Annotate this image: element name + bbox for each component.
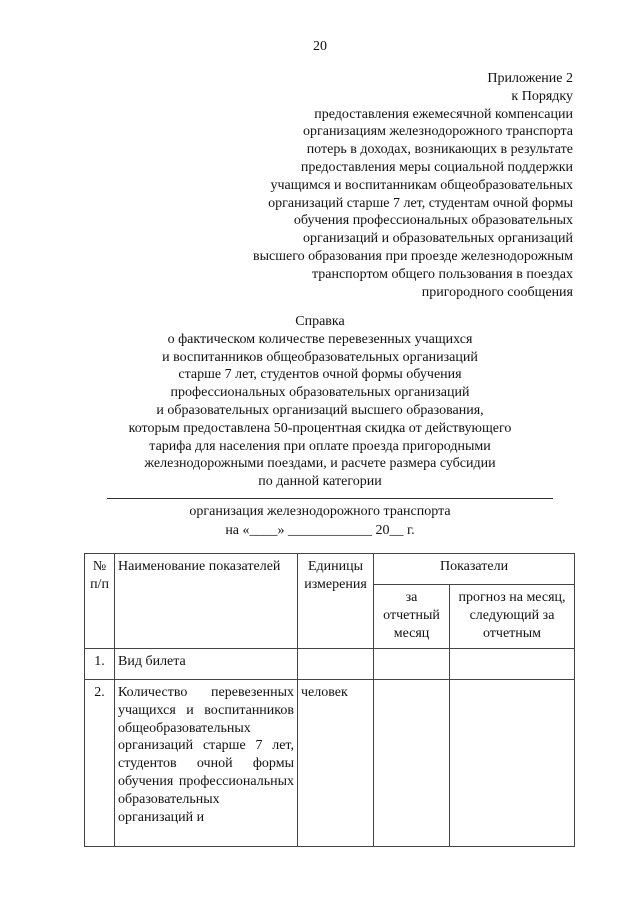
appendix-line: высшего образования при проезде железнодорожным <box>252 248 573 264</box>
appendix-line: Приложение 2 <box>487 71 573 86</box>
row-num: 1. <box>85 649 115 680</box>
title-line: которым предоставлена 50-процентная скидка от действующего <box>128 420 512 436</box>
title-line: по данной категории <box>258 474 382 490</box>
title-line: старше 7 лет, студентов очной формы обучения <box>178 367 462 383</box>
header-reporting-month: за отчетный месяц <box>374 585 450 649</box>
appendix-line: организациям железнодорожного транспорта <box>302 124 573 140</box>
row-units <box>298 649 374 680</box>
header-indicators: Показатели <box>374 554 575 585</box>
table-row <box>85 649 575 680</box>
appendix-line: учащимся и воспитанникам общеобразовательных <box>270 177 573 193</box>
header-name: Наименование показателей <box>115 554 298 649</box>
organization-blank-line <box>107 498 553 499</box>
appendix-line: предоставления меры социальной поддержки <box>300 159 573 175</box>
appendix-line: предоставления ежемесячной компенсации <box>314 106 573 122</box>
appendix-line: пригородного сообщения <box>421 284 573 300</box>
appendix-line: организаций и образовательных организаций <box>303 231 573 247</box>
row-units: человек <box>298 680 374 847</box>
title-line: тарифа для населения при оплате проезда пригородными <box>149 438 491 454</box>
title-line: профессиональных образовательных организаций <box>170 385 470 401</box>
row-name: Количество перевезенных учащихся и воспитанников общеобразовательных организаций старше 7 лет, студентов очной формы обучения профессиональных образовательных организаций и <box>115 680 298 847</box>
title-line: Справка <box>295 314 345 329</box>
appendix-line: потерь в доходах, возникающих в результате <box>306 142 573 158</box>
header-num: № п/п <box>85 554 115 649</box>
appendix-header <box>153 70 573 301</box>
row-reporting-value <box>374 649 450 680</box>
row-num: 2. <box>85 680 115 847</box>
appendix-line: обучения профессиональных образовательных <box>293 213 573 229</box>
row-forecast-value <box>450 649 575 680</box>
document-title <box>0 313 640 491</box>
title-line: железнодорожными поездами, и расчете размера субсидии <box>144 456 496 472</box>
table-header-row <box>85 554 575 585</box>
appendix-line: организаций старше 7 лет, студентам очной формы <box>268 195 573 211</box>
header-forecast-month: прогноз на месяц, следующий за отчетным <box>450 585 575 649</box>
date-line: на «____» ____________ 20__ г. <box>225 523 415 538</box>
title-line: и образовательных организаций высшего образования, <box>156 402 484 418</box>
row-name: Вид билета <box>115 649 298 680</box>
appendix-line: к Порядку <box>511 88 573 104</box>
table-row <box>85 680 575 847</box>
row-forecast-value <box>450 680 575 847</box>
organization-caption: организация железнодорожного транспорта <box>189 504 451 519</box>
title-line: и воспитанников общеобразовательных организаций <box>162 349 478 365</box>
title-line: о фактическом количестве перевезенных учащихся <box>167 331 473 347</box>
row-reporting-value <box>374 680 450 847</box>
appendix-line: транспортом общего пользования в поездах <box>311 266 573 282</box>
page-number: 20 <box>313 39 327 54</box>
indicators-table <box>84 553 575 847</box>
header-units: Единицы измерения <box>298 554 374 649</box>
